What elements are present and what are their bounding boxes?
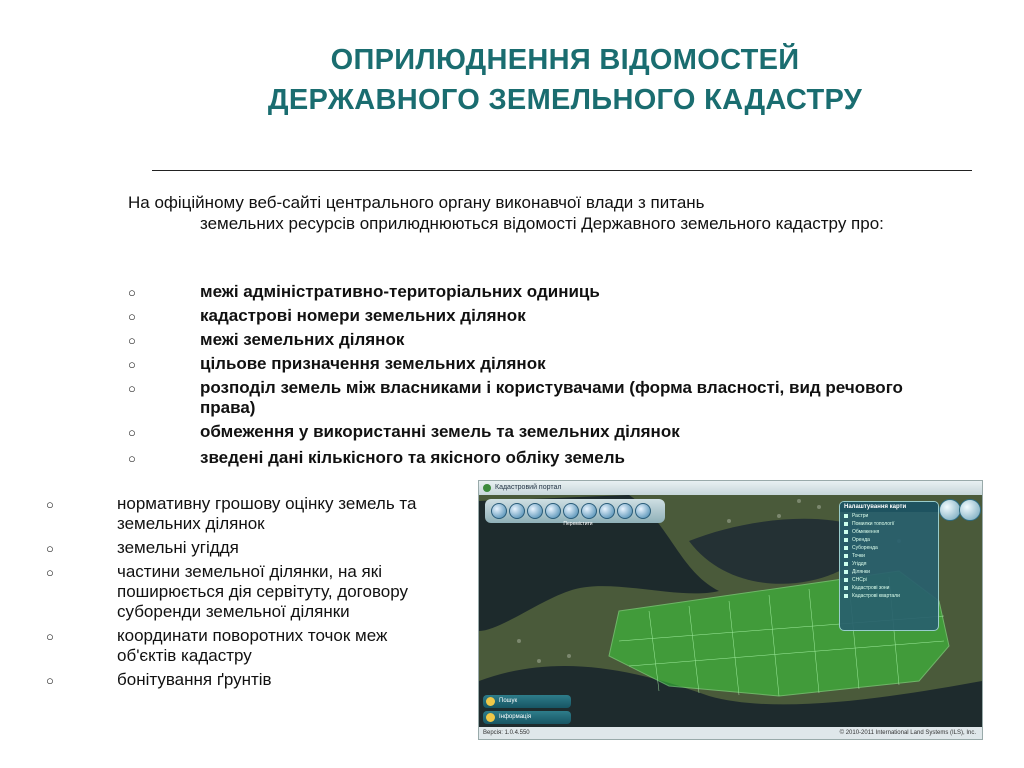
- layer-checkbox[interactable]: Точки: [840, 552, 938, 560]
- info-button[interactable]: Інформація: [483, 711, 571, 724]
- list-item: ○ координати поворотних точок меж об'єктів кадастру: [46, 626, 388, 665]
- bullet-circle-icon: ○: [128, 333, 136, 348]
- list-item: ○ зведені дані кількісного та якісного обліку земель: [128, 448, 625, 467]
- map-toolbar: [485, 499, 665, 527]
- layer-checkbox[interactable]: Помилки топології: [840, 520, 938, 528]
- bullet-circle-icon: ○: [46, 541, 54, 556]
- portal-status-bar: [479, 727, 982, 739]
- bullet-circle-icon: ○: [46, 673, 54, 688]
- list-item: ○ частини земельної ділянки, на які поширюється дія сервітуту, договору суборенди земельної ділянки: [46, 562, 409, 621]
- layer-checkbox[interactable]: СНСрі: [840, 576, 938, 584]
- layer-checkbox[interactable]: Угіддя: [840, 560, 938, 568]
- title-divider: [152, 170, 972, 171]
- info-tool-icon[interactable]: [545, 503, 561, 519]
- layer-checkbox[interactable]: Оренда: [840, 536, 938, 544]
- layer-checkbox[interactable]: Обмеження: [840, 528, 938, 536]
- intro-line-rest: земельних ресурсів оприлюднюються відомості Державного земельного кадастру про:: [200, 214, 884, 233]
- list-item: ○ земельні угіддя: [46, 538, 239, 557]
- bullet-circle-icon: ○: [46, 565, 54, 580]
- info-icon: [486, 713, 495, 722]
- list-item: ○ обмеження у використанні земель та земельних ділянок: [128, 422, 680, 441]
- layers-tool-icon[interactable]: [617, 503, 633, 519]
- bullet-circle-icon: ○: [128, 381, 136, 396]
- print-tool-icon[interactable]: [599, 503, 615, 519]
- bullet-circle-icon: ○: [128, 285, 136, 300]
- full-extent-icon[interactable]: [527, 503, 543, 519]
- portal-copyright: © 2010-2011 International Land Systems (ILS), Inc.: [839, 730, 976, 736]
- intro-paragraph: [128, 192, 958, 234]
- bullet-circle-icon: ○: [46, 629, 54, 644]
- bullet-circle-icon: ○: [128, 425, 136, 440]
- layer-checkbox[interactable]: Ділянки: [840, 568, 938, 576]
- portal-logo-icon: [483, 484, 491, 492]
- help-tool-icon[interactable]: [635, 503, 651, 519]
- navigation-icon[interactable]: [959, 499, 981, 521]
- zoom-out-icon[interactable]: [509, 503, 525, 519]
- list-item: ○ бонітування ґрунтів: [46, 670, 272, 689]
- title-line-2: ДЕРЖАВНОГО ЗЕМЕЛЬНОГО КАДАСТРУ: [267, 84, 863, 116]
- list-item: ○ розподіл земель між власниками і користувачами (форма власності, вид речового права): [128, 378, 903, 417]
- bold-bullet-list: [128, 282, 928, 472]
- list-item: ○ нормативну грошову оцінку земель та земельних ділянок: [46, 494, 417, 533]
- portal-title-bar: [479, 481, 982, 495]
- bullet-circle-icon: ○: [128, 357, 136, 372]
- intro-line-1: На офіційному веб-сайті центрального органу виконавчої влади з питань: [128, 193, 705, 212]
- list-item: ○ цільове призначення земельних ділянок: [128, 354, 546, 373]
- left-bullet-list: [40, 494, 450, 694]
- measure-tool-icon[interactable]: [581, 503, 597, 519]
- list-item: ○ кадастрові номери земельних ділянок: [128, 306, 526, 325]
- settings-icon[interactable]: [939, 499, 961, 521]
- list-item: ○ межі земельних ділянок: [128, 330, 405, 349]
- search-button[interactable]: Пошук: [483, 695, 571, 708]
- toolbar-mode-label: Перемістити: [563, 521, 593, 527]
- layer-checkbox[interactable]: Кадастрові квартали: [840, 592, 938, 600]
- cadastral-portal-screenshot: [478, 480, 983, 740]
- bullet-circle-icon: ○: [128, 309, 136, 324]
- pan-tool-icon[interactable]: [563, 503, 579, 519]
- layer-checkbox[interactable]: Растри: [840, 512, 938, 520]
- page-title: [150, 40, 980, 120]
- search-icon: [486, 697, 495, 706]
- layer-checkbox[interactable]: Суборенда: [840, 544, 938, 552]
- bullet-circle-icon: ○: [128, 451, 136, 466]
- layer-checkbox[interactable]: Кадастрові зони: [840, 584, 938, 592]
- map-settings-title: Налаштування карти: [840, 502, 938, 512]
- zoom-in-icon[interactable]: [491, 503, 507, 519]
- map-settings-panel: [839, 501, 939, 631]
- list-item: ○ межі адміністративно-територіальних одиниць: [128, 282, 600, 301]
- portal-window-title: Кадастровий портал: [495, 484, 562, 491]
- title-line-1: ОПРИЛЮДНЕННЯ ВІДОМОСТЕЙ: [330, 44, 800, 76]
- bullet-circle-icon: ○: [46, 497, 54, 512]
- portal-version: Версія: 1.0.4.550: [483, 730, 530, 736]
